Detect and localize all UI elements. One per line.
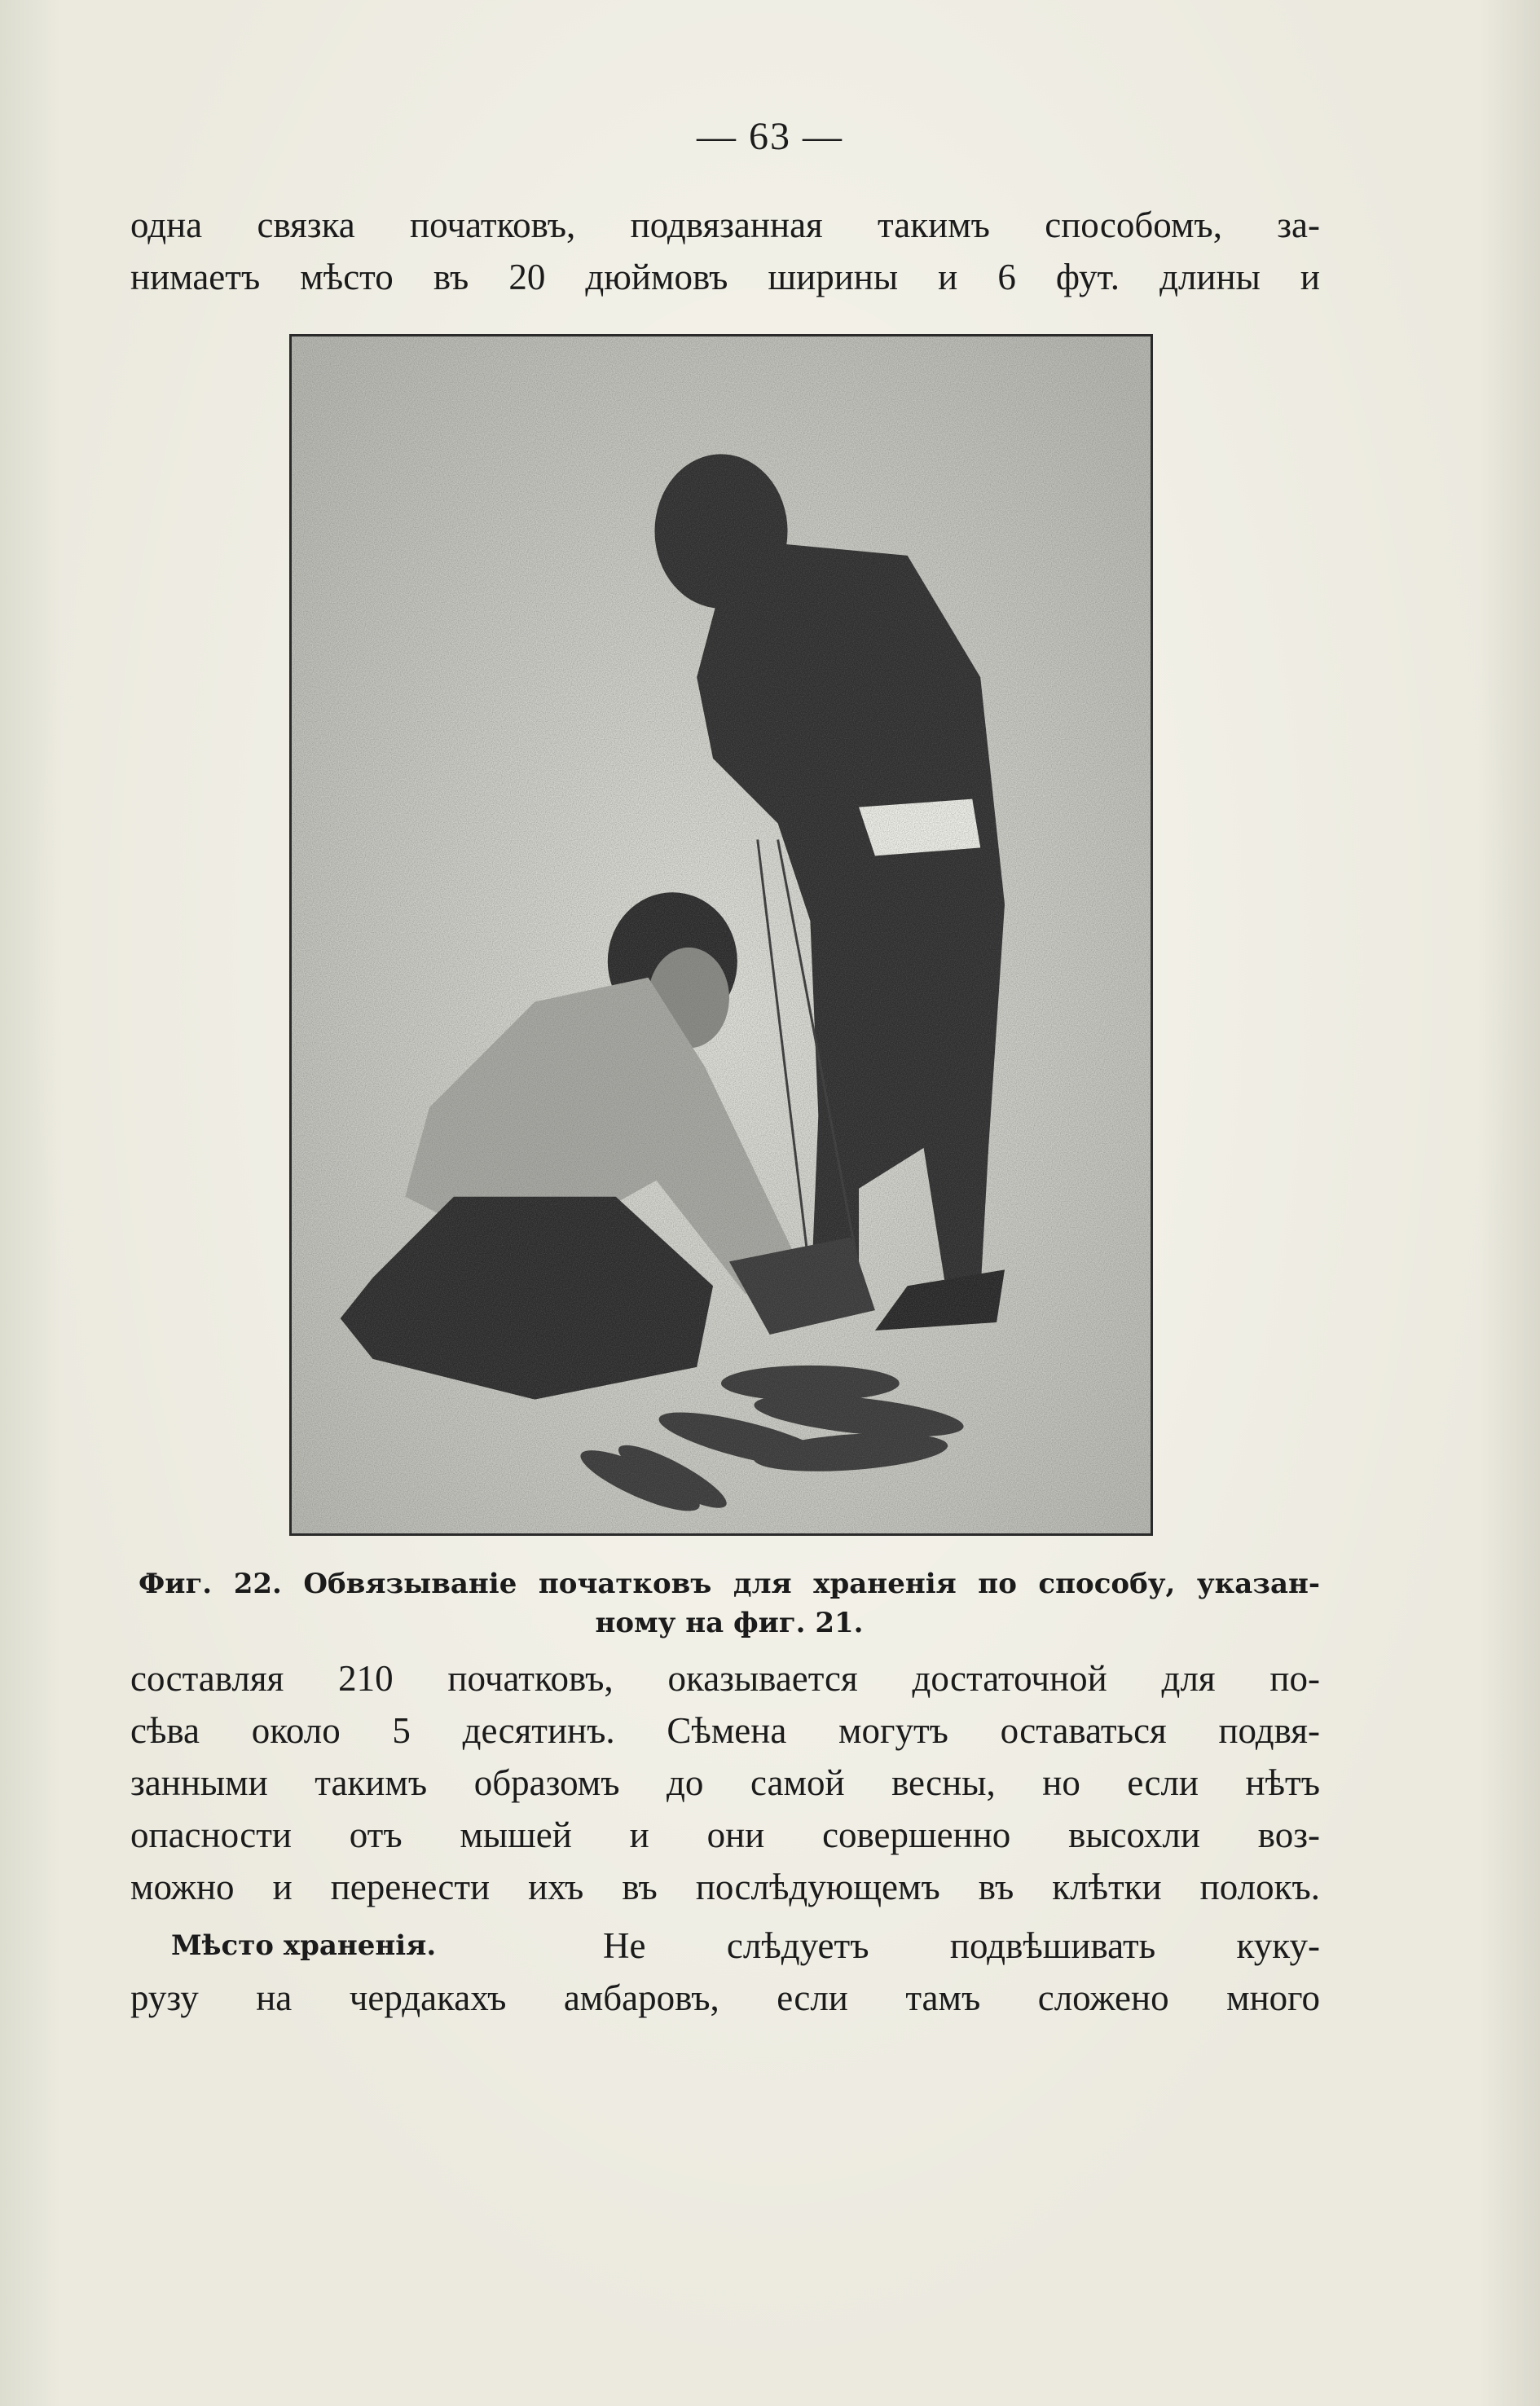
top-paragraph bbox=[130, 199, 1320, 303]
text-line: рузу на чердакахъ амбаровъ, если тамъ сложено много bbox=[130, 1977, 1320, 2018]
text-line: одна связка початковъ, подвязанная такимъ способомъ, за- bbox=[130, 205, 1320, 245]
text-line: занными такимъ образомъ до самой весны, но если нѣтъ bbox=[130, 1762, 1320, 1803]
caption-line: ному на фиг. 21. bbox=[595, 1607, 864, 1639]
text-line: составляя 210 початковъ, оказывается достаточной для по- bbox=[130, 1658, 1320, 1699]
section-heading: Мѣсто храненія. bbox=[171, 1929, 437, 1962]
text-line: можно и перенести ихъ въ послѣдующемъ въ клѣтки полокъ. bbox=[130, 1867, 1320, 1907]
bottom-paragraph bbox=[130, 1652, 1320, 1913]
figure-caption bbox=[139, 1564, 1320, 1643]
text-line: нимаетъ мѣсто въ 20 дюймовъ ширины и 6 фут. длины и bbox=[130, 257, 1320, 297]
page-number: — 63 — bbox=[697, 115, 843, 158]
text-line: опасности отъ мышей и они совершенно высохли воз- bbox=[130, 1814, 1320, 1855]
section-paragraph bbox=[130, 1972, 1320, 2024]
section-first-line bbox=[130, 1920, 1320, 1972]
figure-photo bbox=[289, 334, 1153, 1536]
text-line: Не слѣдуетъ подвѣшивать куку- bbox=[603, 1925, 1320, 1966]
text-line: сѣва около 5 десятинъ. Сѣмена могутъ оставаться подвя- bbox=[130, 1710, 1320, 1751]
caption-line: Фиг. 22. Обвязываніе початковъ для храненія по способу, указан- bbox=[139, 1568, 1320, 1600]
photo-illustration bbox=[292, 336, 1151, 1533]
